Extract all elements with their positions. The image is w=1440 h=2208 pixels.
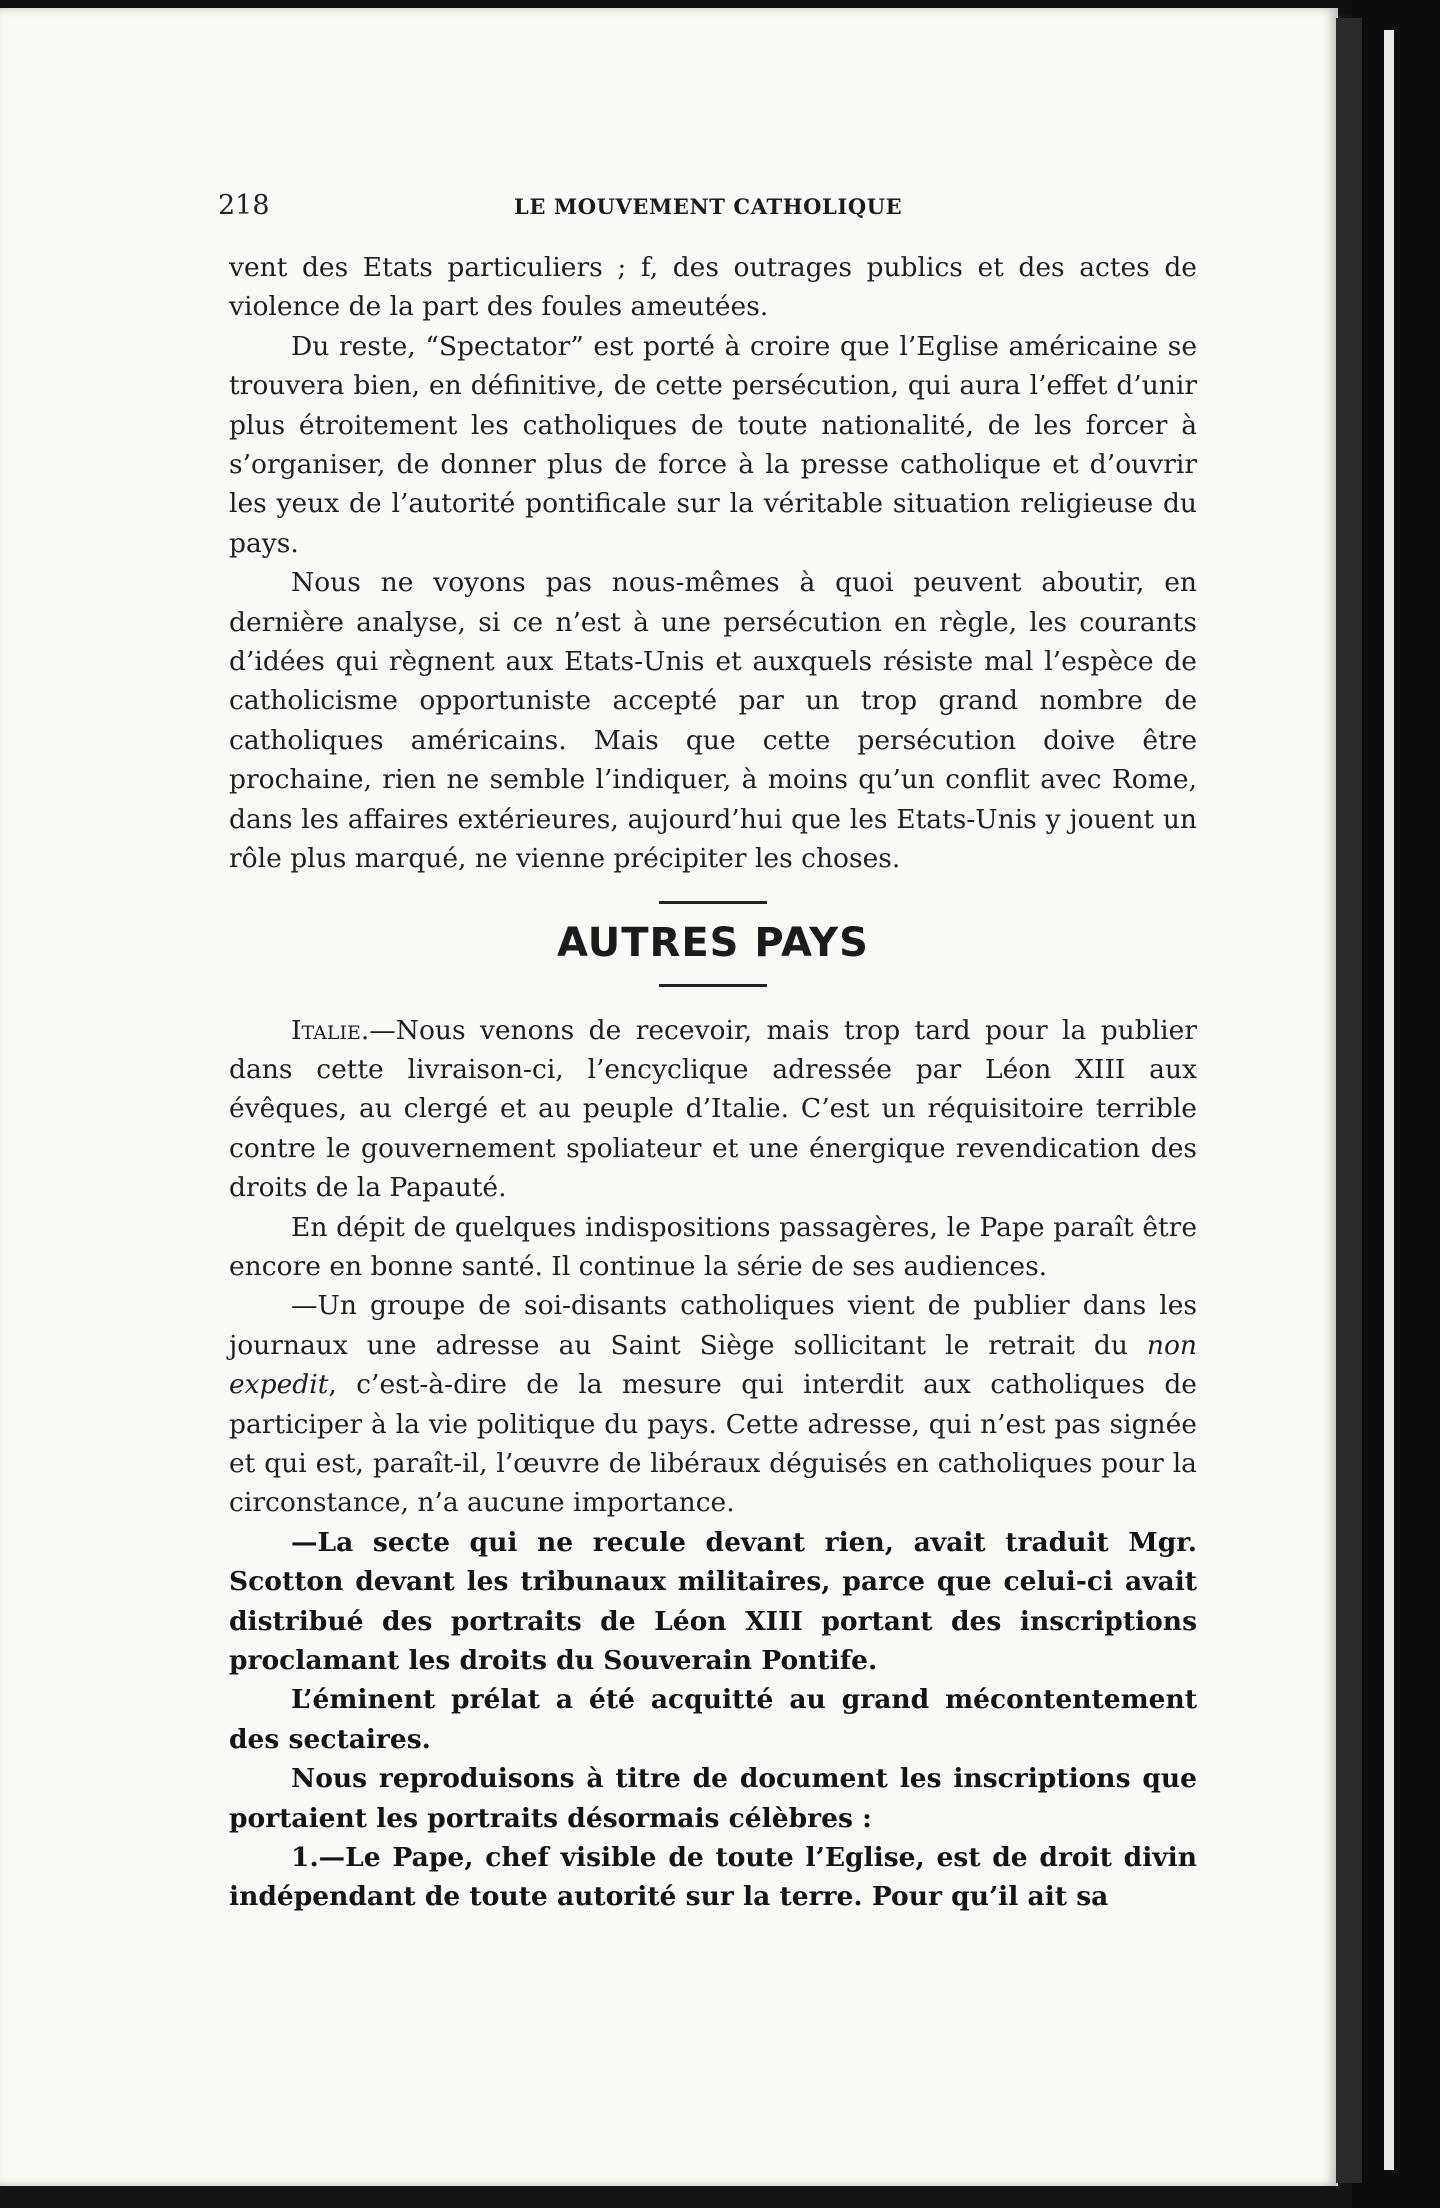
book-page [0,8,1338,2186]
paragraph-italie-text: —Nous venons de recevoir, mais trop tard pour la publier dans cette livraison-ci, l’encyclique adressée par Léon XIII aux évêques, au clergé et au peuple d’Italie. C’est un réquisitoire terrible contre le gouvernement spoliateur et une énergique revendication des droits de la Papauté. [229,1014,1197,1204]
section-heading: AUTRES PAYS [557,919,869,966]
scan-background-right [1352,0,1440,2208]
paragraph-non-expedit: —Un groupe de soi-disants catholiques vient de publier dans les journaux une adresse au Saint Siège sollicitant le retrait du non expedit, c’est-à-dire de la mesure qui interdit aux catholiques de participer à la vie politique du pays. Cette adresse, qui n’est pas signée et qui est, paraît-il, l’œuvre de libéraux déguisés en catholiques pour la circonstance, n’a aucune importance. [229,1290,1197,1519]
running-head-title: LE MOUVEMENT CATHOLIQUE [514,194,903,219]
paragraph-acquitte: L’éminent prélat a été acquitté au grand mécontentement des sectaires. [229,1684,1197,1755]
running-head [218,190,920,224]
paragraph-inscription-1: 1.—Le Pape, chef visible de toute l’Eglise, est de droit divin indépendant de toute autorité sur la terre. Pour qu’il ait sa [229,1842,1197,1913]
country-label: Italie. [291,1014,370,1046]
rule-top [659,901,767,904]
section-heading-block [229,901,1197,987]
italic-non-expedit: non expedit [229,1329,1197,1401]
paragraph-continuation: vent des Etats particuliers ; f, des outrages publics et des actes de violence de la part des foules ameutées. [229,252,1197,323]
paragraph-pape-sante: En dépit de quelques indispositions passagères, le Pape paraît être encore en bonne santé. Il continue la série de ses audiences. [229,1211,1197,1282]
paragraph-inscriptions: Nous reproduisons à titre de document les inscriptions que portaient les portraits désormais célèbres : [229,1763,1197,1834]
next-page-edge [1384,30,1394,2170]
body-text [229,248,1197,1917]
paragraph-scotton: —La secte qui ne recule devant rien, avait traduit Mgr. Scotton devant les tribunaux militaires, parce que celui-ci avait distribué des portraits de Léon XIII portant des inscriptions proclamant les droits du Souverain Pontife. [229,1526,1197,1676]
paragraph-persecution: Nous ne voyons pas nous-mêmes à quoi peuvent aboutir, en dernière analyse, si ce n’est à une persécution en règle, les courants d’idées qui règnent aux Etats-Unis et auxquels résiste mal l’espèce de catholicisme opportuniste accepté par un trop grand nombre de catholiques américains. Mais que cette persécution doive être prochaine, rien ne semble l’indiquer, à moins qu’un conflit avec Rome, dans les affaires extérieures, aujourd’hui que les Etats-Unis y jouent un rôle plus marqué, ne vienne précipiter les choses. [229,567,1197,875]
page-edge-shadow [1336,18,1362,2183]
paragraph-italie-encyclique [229,1011,1197,1208]
paragraph-spectator: Du reste, “Spectator” est porté à croire que l’Eglise américaine se trouvera bien, en définitive, de cette persécution, qui aura l’effet d’unir plus étroitement les catholiques de toute nationalité, de les forcer à s’organiser, de donner plus de force à la presse catholique et d’ouvrir les yeux de l’autorité pontificale sur la véritable situation religieuse du pays. [229,330,1197,559]
page-number: 218 [218,190,270,221]
rule-bottom [659,984,767,987]
